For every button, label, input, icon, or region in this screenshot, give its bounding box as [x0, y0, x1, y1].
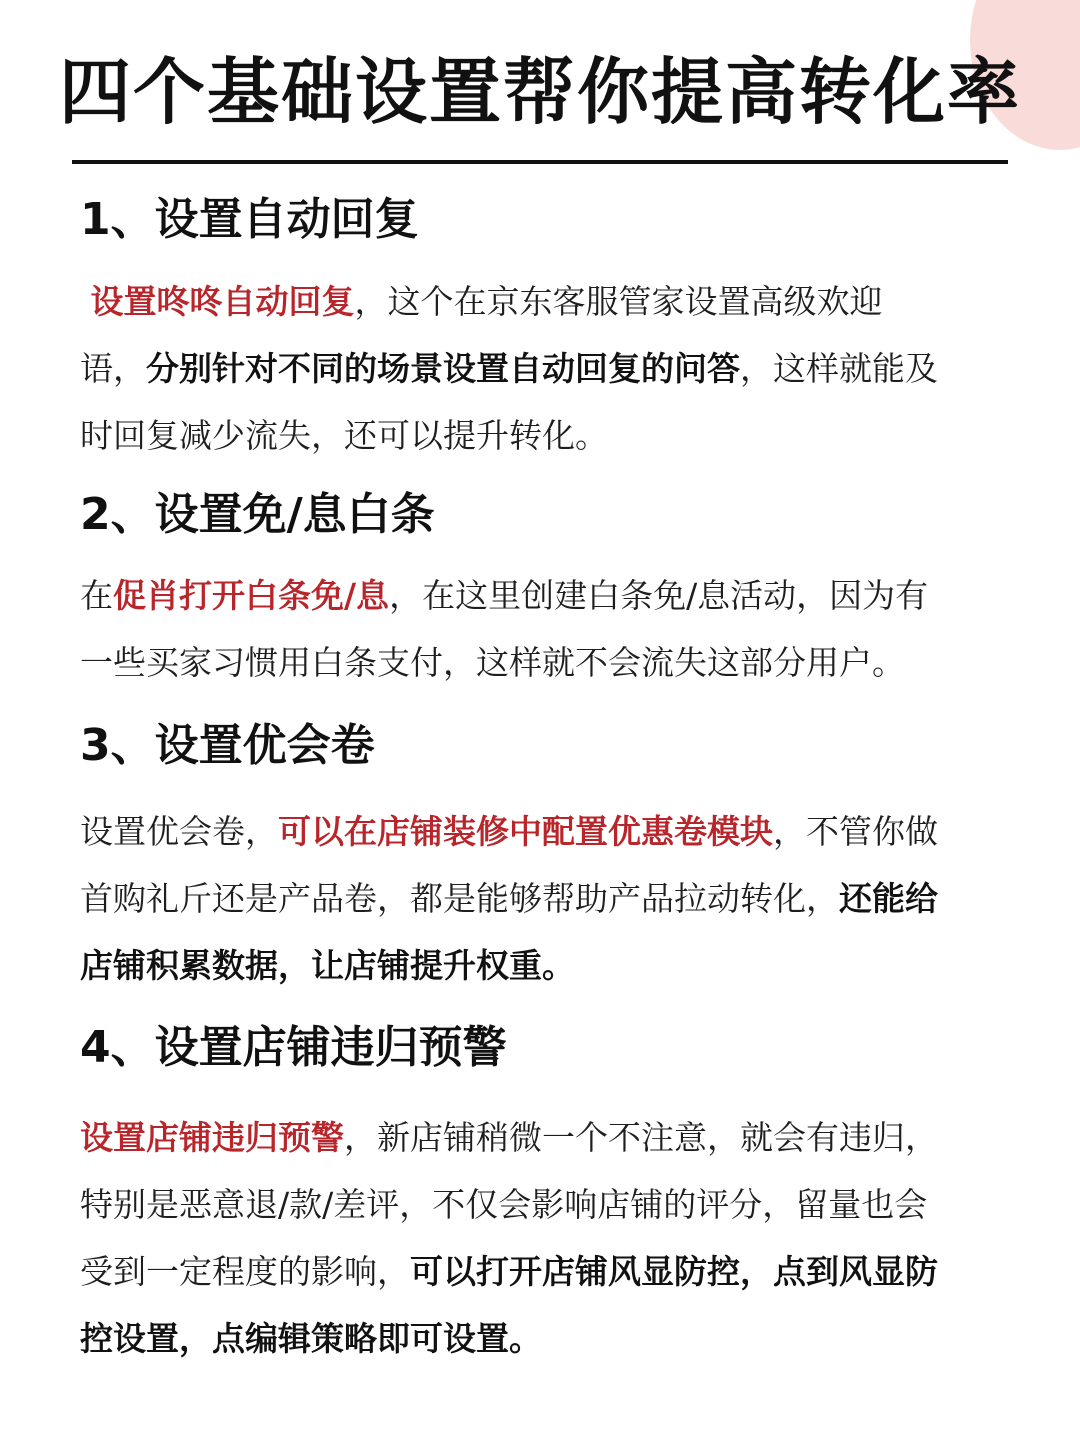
line-text: 首购礼斤还是产品卷，都是能够帮助产品拉动转化，: [80, 879, 839, 918]
highlight-text: 促肖打开白条免/息: [113, 576, 390, 615]
paragraph-line: 一些买家习惯用白条支付，这样就不会流失这部分用户。: [80, 643, 905, 682]
paragraph-line: [80, 798, 1025, 865]
line-text: 受到一定程度的影响，: [80, 1252, 410, 1291]
line-text: ，这样就能及: [740, 349, 938, 388]
line-text: ，这个在京东客服管家设置高级欢迎: [354, 282, 883, 321]
section-body-baitiao: [80, 562, 1025, 696]
paragraph-line: [80, 562, 1025, 629]
section-body-coupon: [80, 798, 1025, 999]
highlight-text: 设置咚咚自动回复: [90, 282, 355, 321]
line-indent: [80, 282, 91, 321]
paragraph-line: [80, 865, 1025, 932]
line-text: ，新店铺稍微一个不注意，就会有违归，: [344, 1118, 938, 1157]
section-heading-baitiao: 2、设置免/息白条: [80, 489, 435, 540]
emphasis-text: 分别针对不同的场景设置自动回复的问答: [146, 349, 740, 388]
paragraph-line: [80, 1305, 1025, 1372]
page-title: 四个基础设置帮你提高转化率: [58, 50, 1021, 134]
highlight-text: 设置店铺违归预警: [80, 1118, 344, 1157]
emphasis-text: 可以打开店铺风显防控，点到风显防: [410, 1252, 938, 1291]
section-heading-violation-warning: 4、设置店铺违归预警: [80, 1022, 507, 1073]
paragraph-line: [80, 268, 1025, 335]
paragraph-line: [80, 335, 1025, 402]
line-text: ，在这里创建白条免/息活动，因为有: [389, 576, 929, 615]
emphasis-text: 还能给: [839, 879, 938, 918]
paragraph-line: 时回复减少流失，还可以提升转化。: [80, 416, 608, 455]
section-body-violation-warning: [80, 1104, 1025, 1372]
paragraph-line: [80, 932, 1025, 999]
section-heading-coupon: 3、设置优会卷: [80, 720, 375, 771]
section-body-auto-reply: [80, 268, 1025, 469]
line-text: ，不管你做: [773, 812, 938, 851]
paragraph-line: 特别是恶意退/款/差评，不仅会影响店铺的评分，留量也会: [80, 1185, 928, 1224]
highlight-text: 可以在店铺装修中配置优惠卷模块: [278, 812, 773, 851]
emphasis-text: 店铺积累数据，让店铺提升权重。: [80, 946, 575, 985]
line-text: 在: [80, 576, 113, 615]
emphasis-text: 控设置，点编辑策略即可设置。: [80, 1319, 542, 1358]
paragraph-line: [80, 1104, 1025, 1171]
section-heading-auto-reply: 1、设置自动回复: [80, 194, 419, 245]
line-text: 语，: [80, 349, 146, 388]
paragraph-line: [80, 1238, 1025, 1305]
line-text: 设置优会卷，: [80, 812, 278, 851]
title-divider: [72, 160, 1008, 164]
